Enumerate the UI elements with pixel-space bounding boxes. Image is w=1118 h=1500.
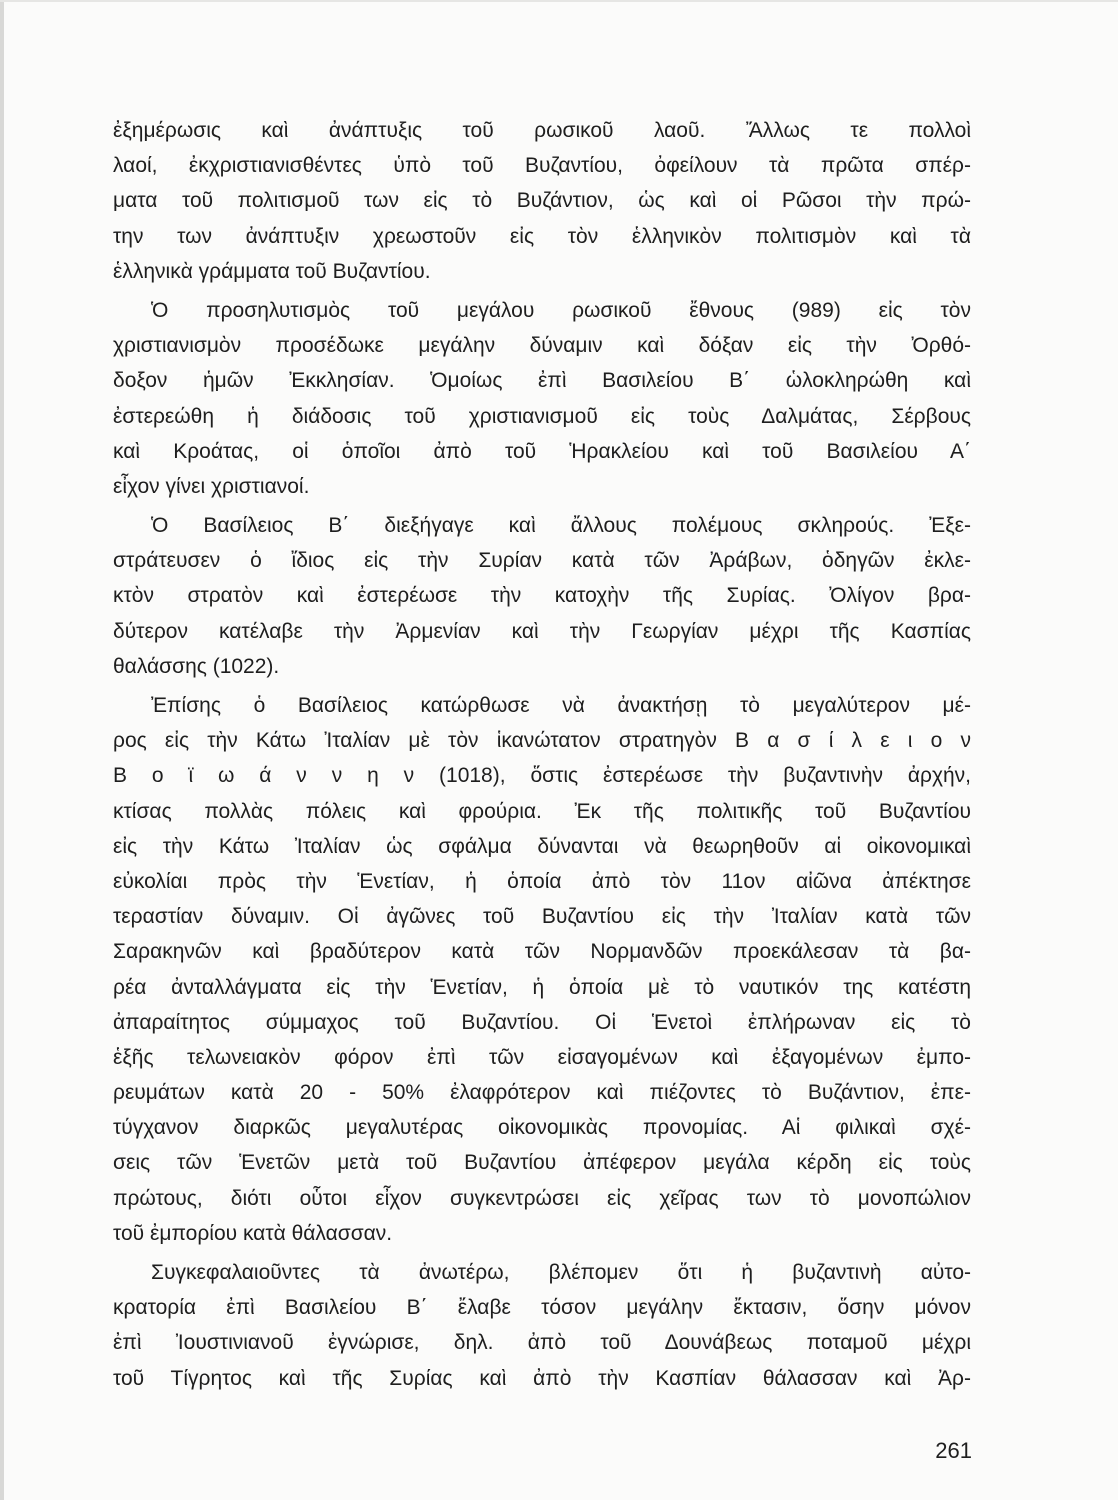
text-line: θαλάσσης (1022). (113, 654, 280, 678)
text-line: εὐκολίαι πρὸς τὴν Ἑνετίαν, ἡ ὁποία ἀπὸ τὸν 11ον αἰῶνα ἀπέκτησε (113, 869, 971, 893)
text-line: ἀπαραίτητος σύμμαχος τοῦ Βυζαντίου. Οἱ Ἑνετοὶ ἐπλήρωναν εἰς τὸ (113, 1010, 971, 1034)
paragraph (113, 508, 971, 684)
text-line: εἰς τὴν Κάτω Ἰταλίαν ὡς σφάλμα δύνανται νὰ θεωρηθοῦν αἱ οἰκονομικαὶ (113, 834, 971, 858)
text-line: εἶχον γίνει χριστιανοί. (113, 474, 310, 498)
text-line: Ὁ προσηλυτισμὸς τοῦ μεγάλου ρωσικοῦ ἔθνους (989) εἰς τὸν (151, 298, 971, 322)
page-number: 261 (935, 1438, 972, 1463)
text-line: Σαρακηνῶν καὶ βραδύτερον κατὰ τῶν Νορμανδῶν προεκάλεσαν τὰ βα- (113, 940, 971, 964)
text-line: στράτευσεν ὁ ἴδιος εἰς τὴν Συρίαν κατὰ τῶν Ἀράβων, ὁδηγῶν ἐκλε- (113, 549, 971, 573)
text-line: τύγχανον διαρκῶς μεγαλυτέρας οἰκονομικὰς προνομίας. Αἱ φιλικαὶ σχέ- (113, 1116, 971, 1140)
text-line: λαοί, ἐκχριστιανισθέντες ὑπὸ τοῦ Βυζαντίου, ὀφείλουν τὰ πρῶτα σπέρ- (113, 154, 971, 178)
text-line: τοῦ ἐμπορίου κατὰ θάλασσαν. (113, 1221, 393, 1245)
text-line: την των ἀνάπτυξιν χρεωστοῦν εἰς τὸν ἑλληνικὸν πολιτισμὸν καὶ τὰ (113, 224, 971, 248)
text-line: σεις τῶν Ἑνετῶν μετὰ τοῦ Βυζαντίου ἀπέφερον μεγάλα κέρδη εἰς τοὺς (113, 1151, 971, 1175)
text-line: ἑξῆς τελωνειακὸν φόρον ἐπὶ τῶν εἰσαγομένων καὶ ἐξαγομένων ἐμπο- (113, 1045, 971, 1069)
text-line: ματα τοῦ πολιτισμοῦ των εἰς τὸ Βυζάντιον, ὡς καὶ οἱ Ρῶσοι τὴν πρώ- (113, 189, 971, 213)
text-line: ρέα ἀνταλλάγματα εἰς τὴν Ἑνετίαν, ἡ ὁποία μὲ τὸ ναυτικόν της κατέστη (113, 975, 971, 999)
text-line: κρατορία ἐπὶ Βασιλείου Β΄ ἔλαβε τόσον μεγάλην ἔκτασιν, ὅσην μόνον (113, 1296, 971, 1320)
text-line: δύτερον κατέλαβε τὴν Ἀρμενίαν καὶ τὴν Γεωργίαν μέχρι τῆς Κασπίας (113, 619, 971, 643)
text-line: χριστιανισμὸν προσέδωκε μεγάλην δύναμιν καὶ δόξαν εἰς τὴν Ὀρθό- (113, 334, 971, 358)
text-line: ἐπὶ Ἰουστινιανοῦ ἐγνώρισε, δηλ. ἀπὸ τοῦ Δουνάβεως ποταμοῦ μέχρι (113, 1331, 971, 1355)
text-line: πρώτους, διότι οὗτοι εἶχον συγκεντρώσει εἰς χεῖρας των τὸ μονοπώλιον (113, 1186, 971, 1210)
text-line: κτίσας πολλὰς πόλεις καὶ φρούρια. Ἐκ τῆς πολιτικῆς τοῦ Βυζαντίου (113, 799, 971, 823)
text-line: ρευμάτων κατὰ 20 - 50% ἐλαφρότερον καὶ πιέζοντες τὸ Βυζάντιον, ἐπε- (113, 1081, 971, 1105)
body-text (113, 113, 971, 1400)
text-line: ἐστερεώθη ἡ διάδοσις τοῦ χριστιανισμοῦ εἰς τοὺς Δαλμάτας, Σέρβους (113, 404, 971, 428)
text-line: κτὸν στρατὸν καὶ ἐστερέωσε τὴν κατοχὴν τῆς Συρίας. Ὀλίγον βρα- (113, 584, 971, 608)
text-line: τοῦ Τίγρητος καὶ τῆς Συρίας καὶ ἀπὸ τὴν Κασπίαν θάλασσαν καὶ Ἀρ- (113, 1366, 971, 1390)
page-top-edge (0, 0, 1118, 2)
paragraph (113, 1255, 971, 1396)
text-line: Ὁ Βασίλειος Β΄ διεξήγαγε καὶ ἄλλους πολέμους σκληρούς. Ἐξε- (151, 514, 971, 538)
text-line: Β ο ϊ ω ά ν ν η ν (1018), ὅστις ἐστερέωσε τὴν βυζαντινὴν ἀρχήν, (113, 764, 971, 788)
text-line: ἑλληνικὰ γράμματα τοῦ Βυζαντίου. (113, 259, 431, 283)
page-edge (0, 0, 4, 1500)
text-line: καὶ Κροάτας, οἱ ὁποῖοι ἀπὸ τοῦ Ἡρακλείου καὶ τοῦ Βασιλείου Α΄ (113, 439, 971, 463)
paragraph (113, 293, 971, 504)
text-line: τεραστίαν δύναμιν. Οἱ ἀγῶνες τοῦ Βυζαντίου εἰς τὴν Ἰταλίαν κατὰ τῶν (113, 905, 971, 929)
text-line: ἐξημέρωσις καὶ ἀνάπτυξις τοῦ ρωσικοῦ λαοῦ. Ἄλλως τε πολλοὶ (113, 119, 971, 142)
text-line: Ἐπίσης ὁ Βασίλειος κατώρθωσε νὰ ἀνακτήσῃ τὸ μεγαλύτερον μέ- (151, 694, 971, 717)
text-line: ρος εἰς τὴν Κάτω Ἰταλίαν μὲ τὸν ἱκανώτατον στρατηγὸν Β α σ ί λ ε ι ο ν (113, 729, 971, 753)
text-line: Συγκεφαλαιοῦντες τὰ ἀνωτέρω, βλέπομεν ὅτι ἡ βυζαντινὴ αὐτο- (151, 1261, 971, 1284)
paragraph (113, 113, 971, 289)
text-line: δοξον ἡμῶν Ἐκκλησίαν. Ὁμοίως ἐπὶ Βασιλείου Β΄ ὡλοκληρώθη καὶ (113, 369, 971, 393)
paragraph (113, 688, 971, 1251)
